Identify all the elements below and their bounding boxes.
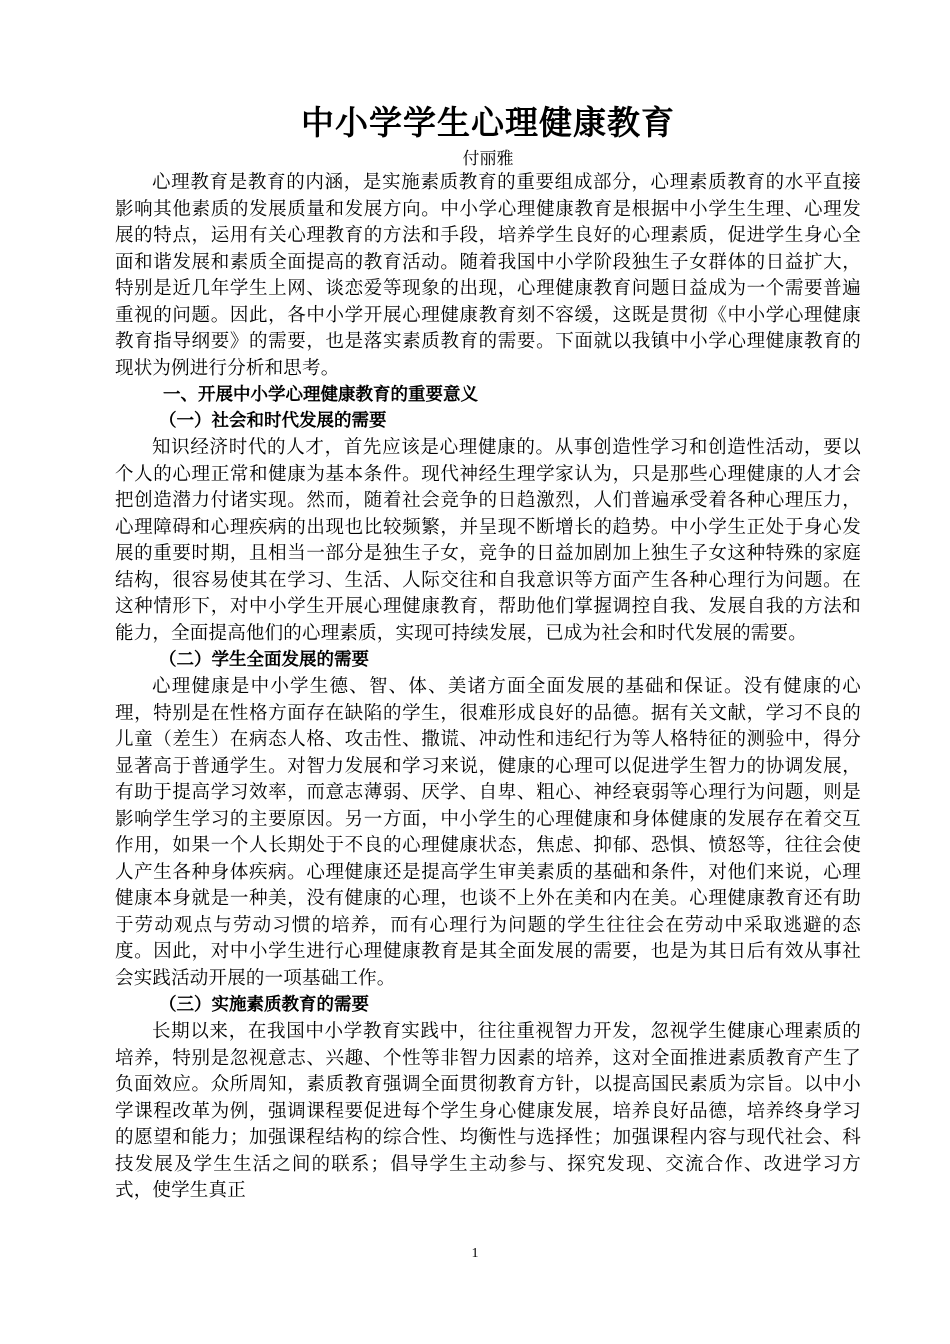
author-name: 付丽雅 — [462, 149, 514, 169]
page-number: 1 — [471, 1246, 479, 1261]
section-heading-1: 一、开展中小学心理健康教育的重要意义 — [163, 385, 478, 405]
document-title: 中小学学生心理健康教育 — [301, 103, 675, 142]
subsection-paragraph-1: 知识经济时代的人才，首先应该是心理健康的。从事创造性学习和创造性活动，要以个人的心理正常和健康为基本条件。现代神经生理学家认为，只是那些心理健康的人才会把创造潜力付诸实现。然而，随着社会竞争的日趋激烈，人们普遍承受着各种心理压力，心理障碍和心理疾病的出现也比较频繁，并呈现不断增长的趋势。中小学生正处于身心发展的重要时期，且相当一部分是独生子女，竞争的日益加剧加上独生子女这种特殊的家庭结构，很容易使其在学习、生活、人际交往和自我意识等方面产生各种心理行为问题。在这种情形下，对中小学生开展心理健康教育，帮助他们掌握调控自我、发展自我的方法和能力，全面提高他们的心理素质，实现可持续发展，已成为社会和时代发展的需要。 — [115, 437, 861, 644]
subsection-paragraph-3: 长期以来，在我国中小学教育实践中，往往重视智力开发，忽视学生健康心理素质的培养，特别是忽视意志、兴趣、个性等非智力因素的培养，这对全面推进素质教育产生了负面效应。众所周知，素质教育强调全面贯彻教育方针，以提高国民素质为宗旨。以中小学课程改革为例，强调课程要促进每个学生身心健康发展，培养良好品德，培养终身学习的愿望和能力；加强课程结构的综合性、均衡性与选择性；加强课程内容与现代社会、科技发展及学生生活之间的联系；倡导学生主动参与、探究发现、交流合作、改进学习方式，使学生真正 — [115, 1021, 861, 1201]
subsection-heading-2: （二）学生全面发展的需要 — [159, 650, 369, 670]
subsection-heading-3: （三）实施素质教育的需要 — [159, 995, 369, 1015]
subsection-heading-1: （一）社会和时代发展的需要 — [159, 411, 387, 431]
subsection-paragraph-2: 心理健康是中小学生德、智、体、美诸方面全面发展的基础和保证。没有健康的心理，特别是在性格方面存在缺陷的学生，很难形成良好的品德。据有关文献，学习不良的儿童（差生）在病态人格、攻击性、撒谎、冲动性和违纪行为等人格特征的测验中，得分显著高于普通学生。对智力发展和学习来说，健康的心理可以促进学生智力的协调发展，有助于提高学习效率，而意志薄弱、厌学、自卑、粗心、神经衰弱等心理行为问题，则是影响学生学习的主要原因。另一方面，中小学生的心理健康和身体健康的发展存在着交互作用，如果一个人长期处于不良的心理健康状态，焦虑、抑郁、恐惧、愤怒等，往往会使人产生各种身体疾病。心理健康还是提高学生审美素质的基础和条件，对他们来说，心理健康本身就是一种美，没有健康的心理，也谈不上外在美和内在美。心理健康教育还有助于劳动观点与劳动习惯的培养，而有心理行为问题的学生往往会在劳动中采取逃避的态度。因此，对中小学生进行心理健康教育是其全面发展的需要，也是为其日后有效从事社会实践活动开展的一项基础工作。 — [115, 676, 861, 989]
intro-paragraph: 心理教育是教育的内涵，是实施素质教育的重要组成部分，心理素质教育的水平直接影响其他素质的发展质量和发展方向。中小学心理健康教育是根据中小学生生理、心理发展的特点，运用有关心理教育的方法和手段，培养学生良好的心理素质，促进学生身心全面和谐发展和素质全面提高的教育活动。随着我国中小学阶段独生子女群体的日益扩大，特别是近几年学生上网、谈恋爱等现象的出现，心理健康教育问题日益成为一个需要普遍重视的问题。因此，各中小学开展心理健康教育刻不容缓，这既是贯彻《中小学心理健康教育指导纲要》的需要，也是落实素质教育的需要。下面就以我镇中小学心理健康教育的现状为例进行分析和思考。 — [115, 172, 861, 379]
document-page — [115, 98, 861, 1205]
